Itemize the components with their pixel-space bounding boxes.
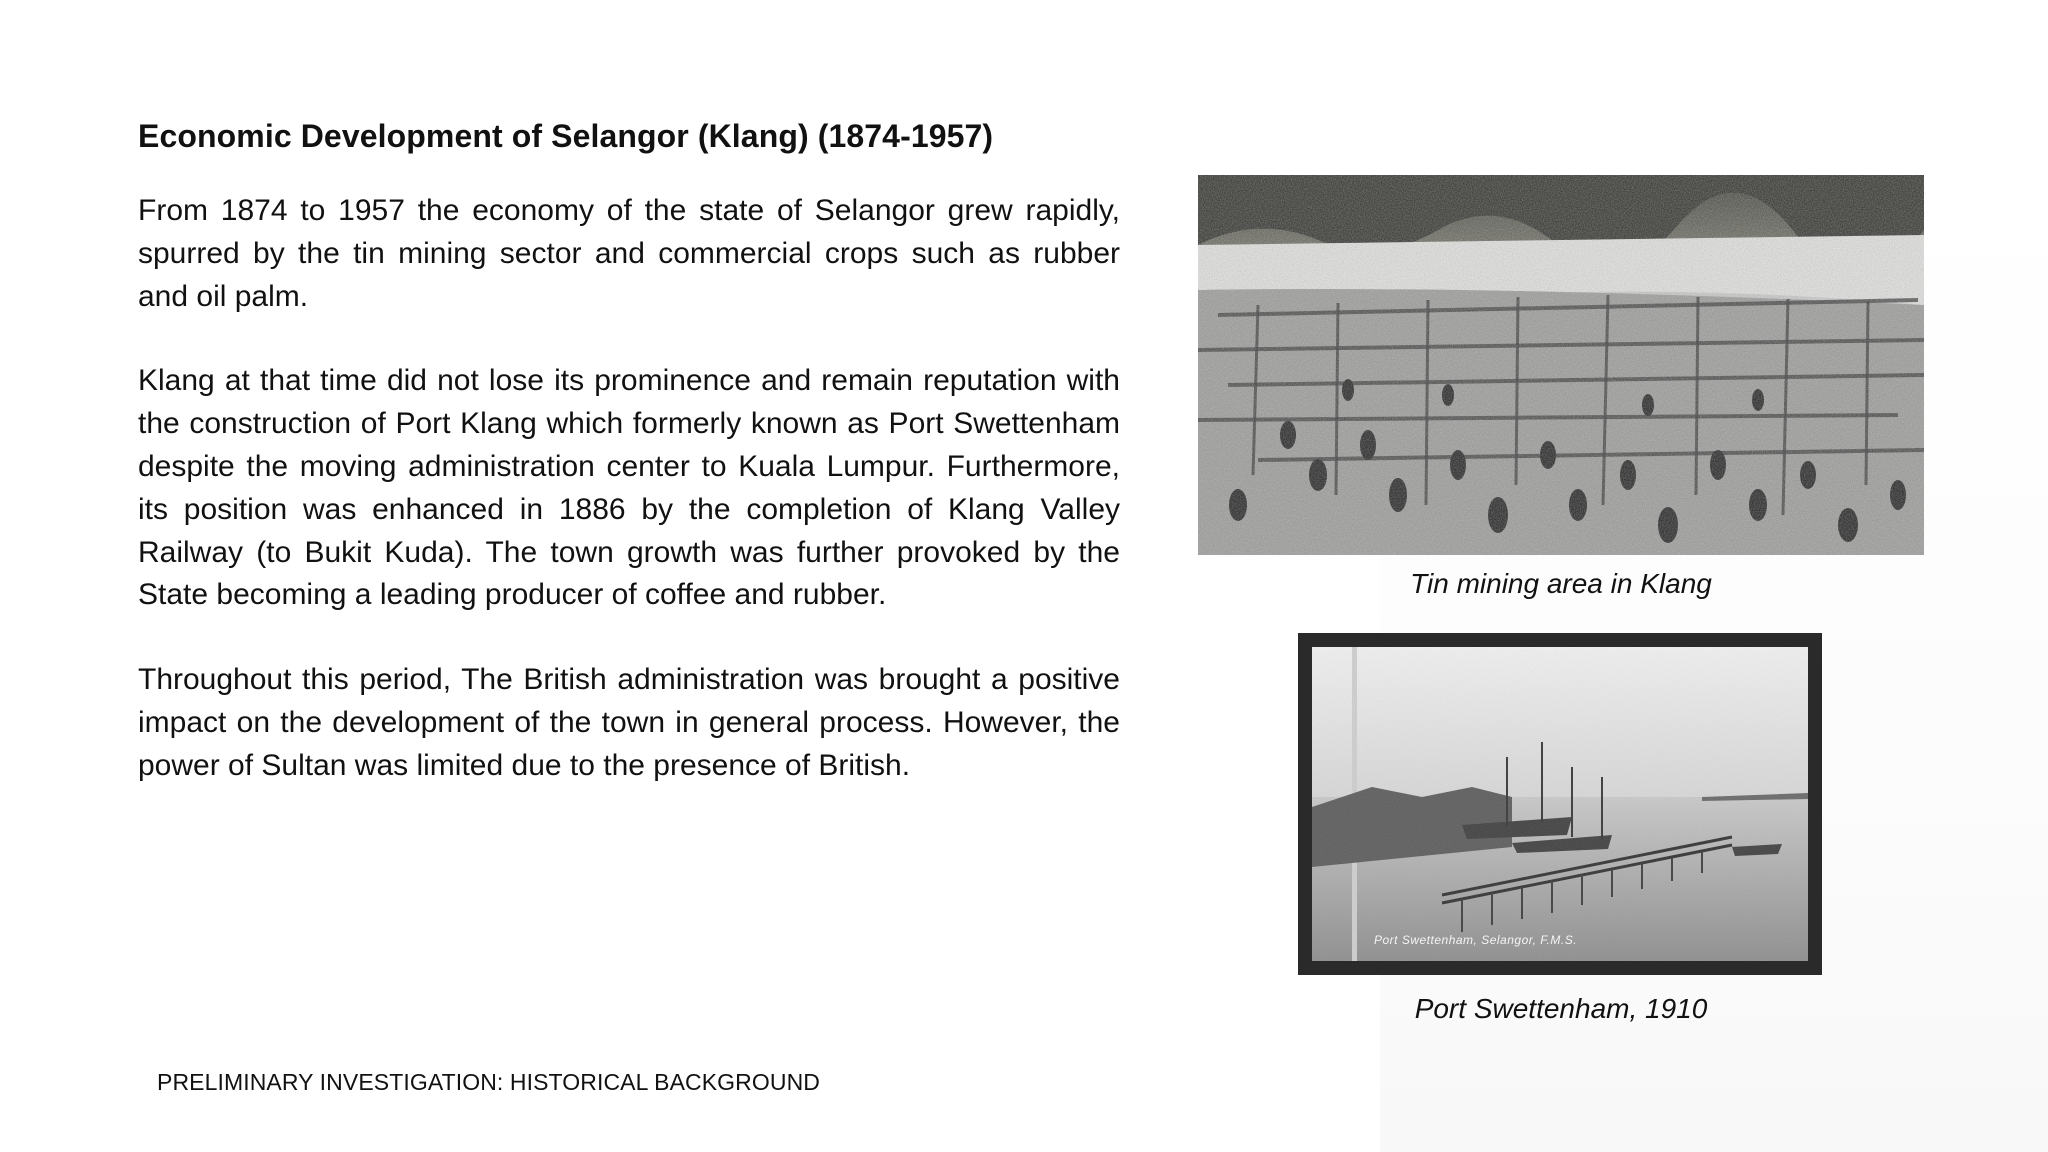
tin-mining-photo [1198,175,1924,555]
footer-section-label: PRELIMINARY INVESTIGATION: HISTORICAL BACKGROUND [157,1069,820,1095]
body-text [138,190,1120,830]
paragraph-klang: Klang at that time did not lose its prominence and remain reputation with the construction of Port Klang which formerly known as Port Swettenham despite the moving administration center to Kuala Lumpur. Furthermore, its position was enhanced in 1886 by the completion of Klang Valley Railway (to Bukit Kuda). The town growth was further provoked by the State becoming a leading producer of coffee and rubber. [138,364,1120,612]
port-swettenham-caption: Port Swettenham, 1910 [1414,993,1708,1024]
paragraph-economy: From 1874 to 1957 the economy of the state of Selangor grew rapidly, spurred by the tin mining sector and commercial crops such as rubber and oil palm. [138,194,1120,313]
port-photo-inscription: Port Swettenham, Selangor, F.M.S. [1374,933,1578,947]
slide-title: Economic Development of Selangor (Klang) (1874-1957) [138,118,994,154]
paragraph-british: Throughout this period, The British administration was brought a positive impact on the development of the town in general process. However, the power of Sultan was limited due to the presence of British. [138,663,1120,782]
tin-mining-caption: Tin mining area in Klang [1410,568,1712,599]
port-swettenham-photo [1298,633,1822,975]
port-photo-image [1312,647,1808,961]
